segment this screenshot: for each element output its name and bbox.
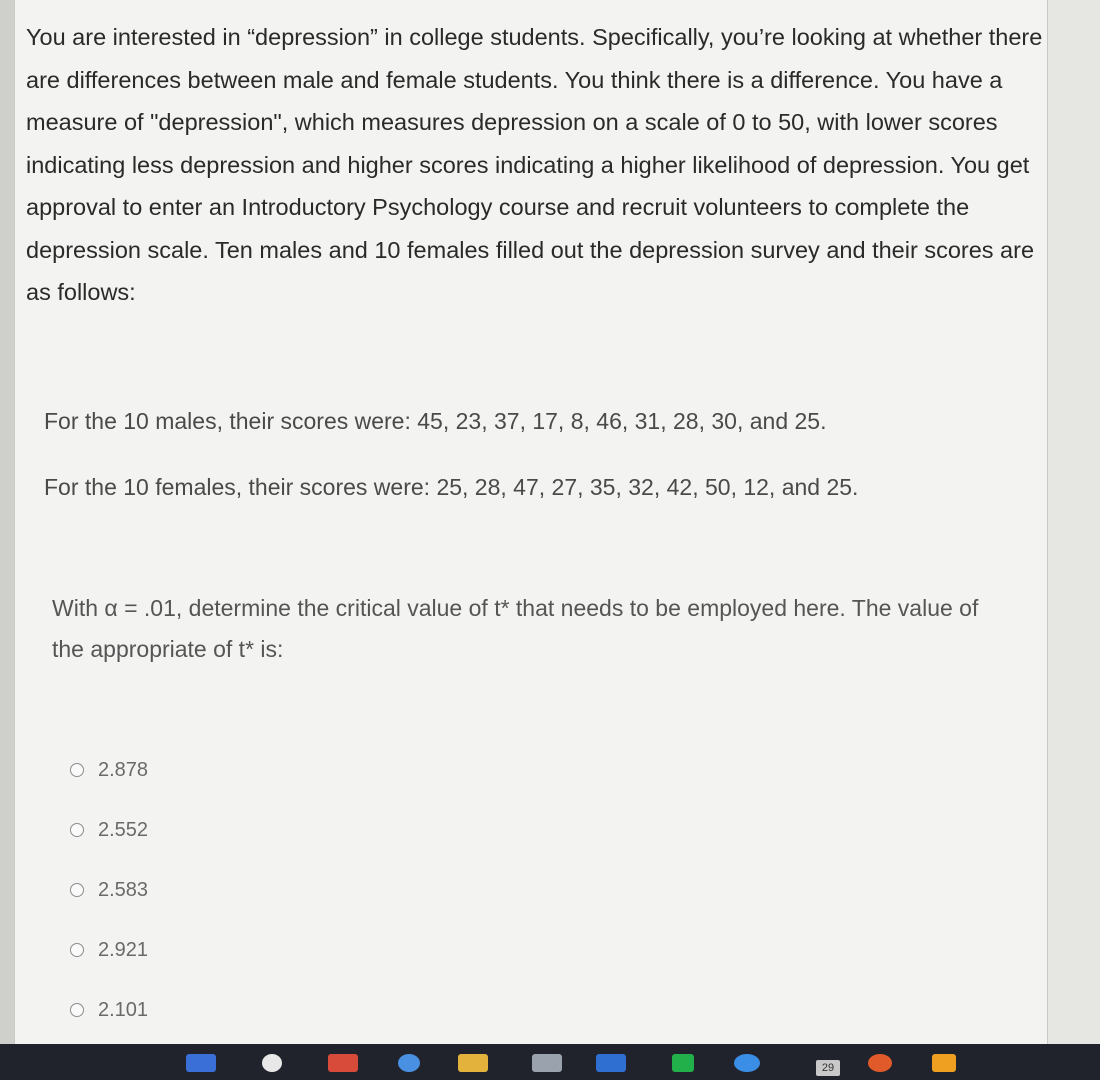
taskbar-app-icon[interactable] xyxy=(398,1054,420,1072)
taskbar-app-icon[interactable] xyxy=(532,1054,562,1072)
answer-options xyxy=(70,740,148,1040)
taskbar-app-icon[interactable] xyxy=(734,1054,760,1072)
taskbar-app-icon[interactable] xyxy=(672,1054,694,1072)
radio-button[interactable] xyxy=(70,1003,84,1017)
question-text: You are interested in “depression” in college students. Specifically, you’re looking at whether there are differences between male and female students. You think there is a difference. You have a measure of "depression", which measures depression on a scale of 0 to 50, with lower scores indicating less depression and higher scores indicating a higher likelihood of depression. You get approval to enter an Introductory Psychology course and recruit volunteers to complete the depression scale. Ten males and 10 females filled out the depression survey and their scores are as follows: xyxy=(26,24,1043,305)
taskbar-app-icon[interactable] xyxy=(596,1054,626,1072)
answer-option[interactable] xyxy=(70,920,148,980)
radio-button[interactable] xyxy=(70,763,84,777)
female-scores-text: For the 10 females, their scores were: 25, 28, 47, 27, 35, 32, 42, 50, 12, and 25. xyxy=(44,474,859,500)
taskbar-badge[interactable]: 29 xyxy=(816,1060,840,1076)
answer-option[interactable] xyxy=(70,980,148,1040)
answer-option-label: 2.101 xyxy=(98,998,149,1021)
taskbar-app-icon[interactable] xyxy=(932,1054,956,1072)
taskbar-app-icon[interactable] xyxy=(186,1054,216,1072)
taskbar-app-icon[interactable] xyxy=(328,1054,358,1072)
answer-option-label: 2.921 xyxy=(98,938,149,961)
taskbar-app-icon[interactable] xyxy=(262,1054,282,1072)
answer-option[interactable] xyxy=(70,740,148,800)
answer-option-label: 2.552 xyxy=(98,818,149,841)
radio-button[interactable] xyxy=(70,823,84,837)
radio-button[interactable] xyxy=(70,943,84,957)
question-prompt: With α = .01, determine the critical value of t* that needs to be employed here. The value of the appropriate of t* is: xyxy=(52,595,979,662)
answer-option-label: 2.583 xyxy=(98,878,149,901)
male-scores-text: For the 10 males, their scores were: 45, 23, 37, 17, 8, 46, 31, 28, 30, and 25. xyxy=(44,408,827,434)
taskbar-app-icon[interactable] xyxy=(868,1054,892,1072)
radio-button[interactable] xyxy=(70,883,84,897)
answer-option[interactable] xyxy=(70,860,148,920)
taskbar-app-icon[interactable] xyxy=(458,1054,488,1072)
answer-option-label: 2.878 xyxy=(98,758,149,781)
answer-option[interactable] xyxy=(70,800,148,860)
scroll-area[interactable] xyxy=(1048,0,1100,1044)
